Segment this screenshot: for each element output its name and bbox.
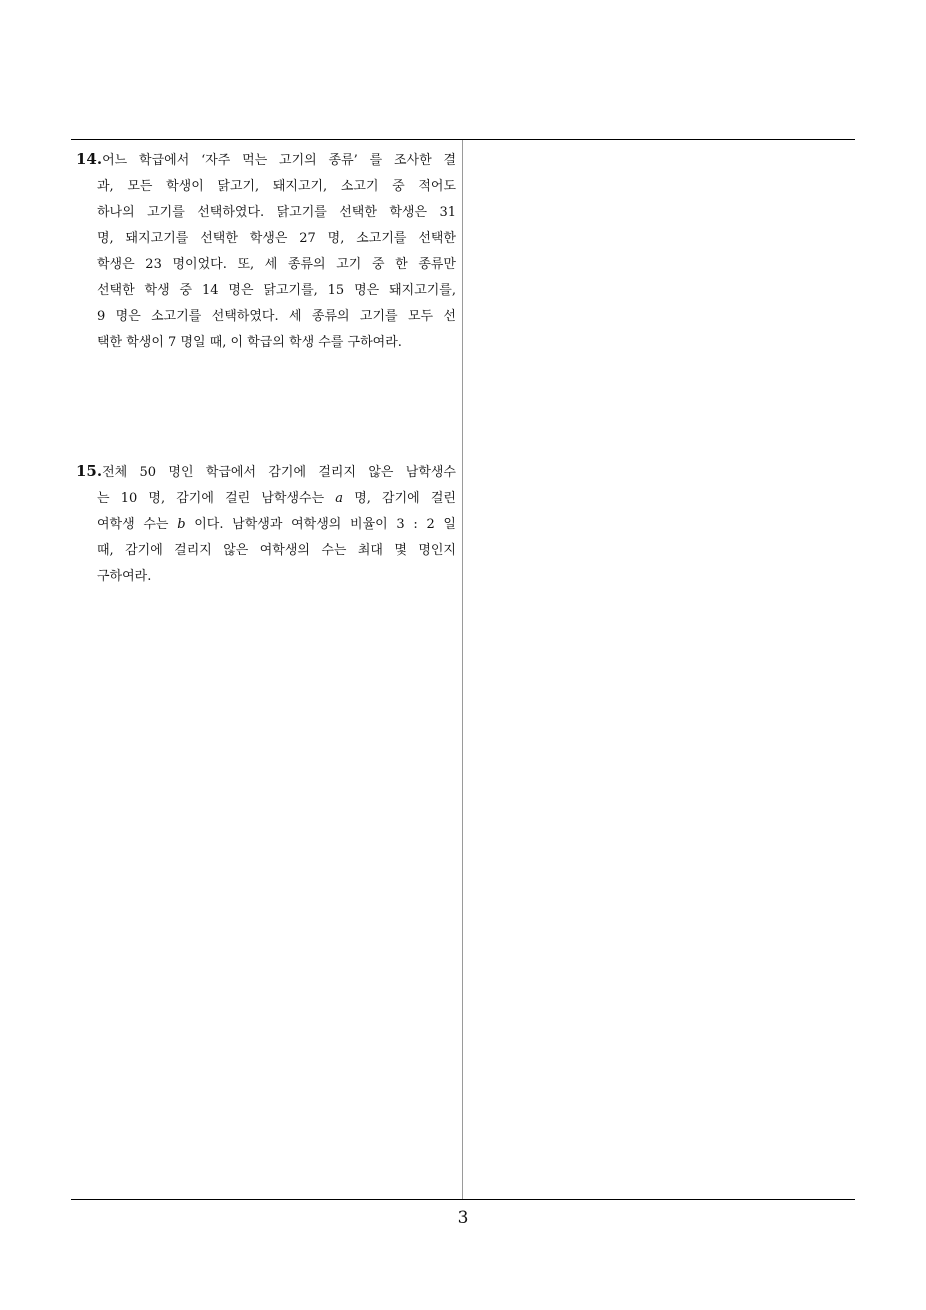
text-segment: 이다. 남학생과 여학생의 비율이 3 : 2 일 <box>185 517 456 532</box>
problem-14-line-5: 학생은 23 명이었다. 또, 세 종류의 고기 중 한 종류만 <box>97 257 456 272</box>
problem-number: 14. <box>76 150 103 168</box>
page-top-rule <box>71 139 855 140</box>
problem-14-line-3: 하나의 고기를 선택하였다. 닭고기를 선택한 학생은 31 <box>97 205 456 220</box>
problem-15-line-4: 때, 감기에 걸리지 않은 여학생의 수는 최대 몇 명인지 <box>97 543 456 558</box>
problem-15-line-2 <box>76 486 456 512</box>
variable-a: a <box>335 491 344 506</box>
text-segment: 명, 감기에 걸린 <box>343 491 456 506</box>
text-segment: 여학생 수는 <box>97 517 178 532</box>
problem-14-line-8: 택한 학생이 7 명일 때, 이 학급의 학생 수를 구하여라. <box>97 335 402 350</box>
problem-14 <box>76 146 456 356</box>
page-bottom-rule <box>71 1199 855 1200</box>
right-column-empty <box>464 141 854 1198</box>
problem-number: 15. <box>76 462 103 480</box>
problem-14-line-6: 선택한 학생 중 14 명은 닭고기를, 15 명은 돼지고기를, <box>97 283 456 298</box>
problem-14-line-7: 9 명은 소고기를 선택하였다. 세 종류의 고기를 모두 선 <box>97 309 456 324</box>
problem-15-line-3 <box>76 512 456 538</box>
column-divider <box>462 140 463 1199</box>
problem-text: 전체 50 명인 학급에서 감기에 걸리지 않은 남학생수 <box>102 465 456 480</box>
problem-14-line-1 <box>76 146 456 174</box>
problem-14-line-4: 명, 돼지고기를 선택한 학생은 27 명, 소고기를 선택한 <box>97 231 456 246</box>
problem-text: 어느 학급에서 ‘자주 먹는 고기의 종류’ 를 조사한 결 <box>102 153 456 168</box>
problem-14-line-2: 과, 모든 학생이 닭고기, 돼지고기, 소고기 중 적어도 <box>97 179 456 194</box>
variable-b: b <box>177 517 186 532</box>
problem-15 <box>76 458 456 590</box>
problem-15-line-5: 구하여라. <box>97 569 152 584</box>
page-number: 3 <box>457 1208 469 1228</box>
text-segment: 는 10 명, 감기에 걸린 남학생수는 <box>97 491 336 506</box>
problem-15-line-1 <box>76 458 456 486</box>
